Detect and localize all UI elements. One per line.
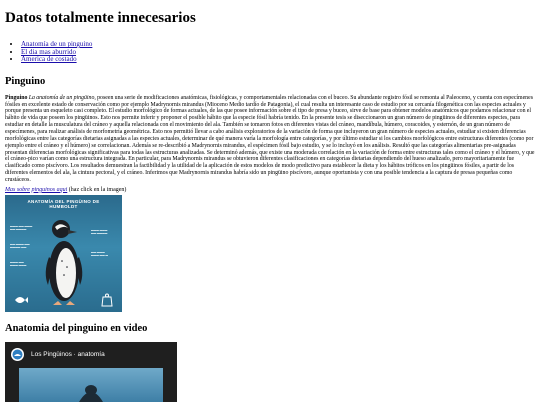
video-player[interactable] [5, 342, 177, 402]
nav-item [21, 56, 535, 64]
infographic-label: ▬▬ ▬▬▬ ▬▬▬ ▬▬ ▬ [91, 250, 109, 257]
caption-hint: (haz click en la imagen) [67, 186, 127, 193]
channel-avatar[interactable] [11, 348, 24, 361]
section-heading-video: Anatomia del pinguino en video [5, 322, 148, 334]
nav-list [5, 41, 535, 64]
infographic-title [5, 199, 122, 210]
page-title: Datos totalmente innecesarios [5, 10, 196, 26]
infographic-label: ▬▬ ▬▬▬ ▬▬ ▬▬▬▬ ▬▬ [10, 242, 30, 249]
infographic-title-line2: HUMBOLDT [49, 204, 78, 210]
more-penguins-link[interactable]: Mas sobre pinguinos aqui [5, 186, 68, 193]
nav-link-anatomia[interactable]: Anatomía de un pinguino [21, 40, 93, 48]
nav-item [21, 49, 535, 57]
channel-logo-icon [12, 349, 23, 360]
infographic-label: ▬▬▬ ▬▬▬ ▬▬ ▬▬▬▬ [91, 228, 108, 235]
penguin-illustration [41, 215, 87, 307]
video-thumbnail-art [19, 368, 163, 402]
section-heading-pinguino: Pinguino [5, 75, 46, 87]
penguin-infographic-image[interactable] [5, 195, 122, 312]
nav-link-america[interactable]: America de costado [21, 55, 77, 64]
video-header [11, 348, 105, 361]
video-title[interactable]: Los Pingüinos · anatomía [31, 350, 105, 358]
image-caption [5, 187, 535, 194]
paragraph-lead: Pinguino [5, 94, 28, 101]
fish-icon [13, 293, 29, 307]
paragraph-text: poseen una serie de modificaciones anatómicas, fisiológicas, y comportamentales relacionadas con el buceo. Su abundante registro fósil se remonta al Paleoceno, y cuenta con especímenes fósiles en excelente estado de conservación como por ejemplo Madrynornis mirandus (Mioceno Medio tardío de Patagonia), el cual resulta un interesante caso de estudio por su cercanía filogenética con las especies actuales y porque presenta un esqueleto casi completo. El estudio morfológico de formas actuales, de las que posee información sobre el tipo de presa y buceo, sirve de base para obtener modelos anatómicos que podamos relacionar con el hábito de vida que poseen los pingüinos. Esto nos permite inferir y proponer el posible hábito que la especie fósil habría tenido. En la presente tesis se diseccionaron un gran número de pingüinos de diferentes especies, para estudiar en detalle la musculatura del cráneo y aquella relacionada con el movimiento del ala. También se tomaron fotos en diferentes vistas del cráneo, mandíbula, húmero, coracoides, y esternón, de un gran número de especímenes, para realizar análisis de morfometría geométrica. Esto nos permitió llevar a cabo análisis exploratorios de la variación de forma que incluyeron un gran número de especies actuales, estudiar si existen diferencias morfológicas entre las categorías dietarias asignadas a las especies actuales, determinar de qué manera varía la morfología entre categorías, y por último estudiar si los cambios morfológicos entre estructuras diferentes (como por ejemplo entre el cráneo y el húmero) se correlacionan. Además se re-describió a Madrynornis mirandus, el espécimen fósil bajo estudio, y se lo incluyó en los análisis. Resultó que las categorías alimentarias pre-asignadas presentan diferencias morfológicas significativas para todas las estructuras analizadas. Se determinó además, que existe una moderada correlación en la variación de forma entre estructuras tales como el cráneo y el húmero, y que el cráneo-pico varían como una estructura integrada. En particular, para Madrynornis mirandus se obtuvieron diferentes clasificaciones en categorías dietarias dependiendo del hueso analizado, pero mayoritariamente fue clasificado como piscívoro. Los resultados demuestran la factibilidad y la utilidad de la aplicación de estos modelos de modo predictivo para establecer la dieta y los hábitos tróficos en los pingüinos fósiles, a partir de los diferentes elementos del ala, la cintura pectoral, y el cráneo. Inferimos que Madrynornis mirandus habría sido un pingüino piscívoro, aunque oportunista y con una posible tendencia a la captura de presas pequeñas como crustáceos. [5, 94, 535, 183]
infographic-label: ▬▬▬ ▬▬ ▬▬▬ ▬▬▬ [10, 260, 27, 267]
video-thumbnail[interactable] [19, 368, 163, 402]
weight-icon [101, 293, 113, 307]
infographic-label: ▬▬▬ ▬▬ ▬▬▬ ▬▬ ▬▬▬▬ [10, 224, 33, 231]
paragraph-italic: La anatomía de un pingüino, [28, 94, 96, 101]
nav-item [21, 41, 535, 49]
penguin-paragraph [5, 95, 535, 184]
nav-link-dia-aburrido[interactable]: El dia mas aburrido [21, 47, 77, 56]
infographic-title-line1: ANATOMÍA DEL PINGÜINO DE [27, 198, 100, 204]
